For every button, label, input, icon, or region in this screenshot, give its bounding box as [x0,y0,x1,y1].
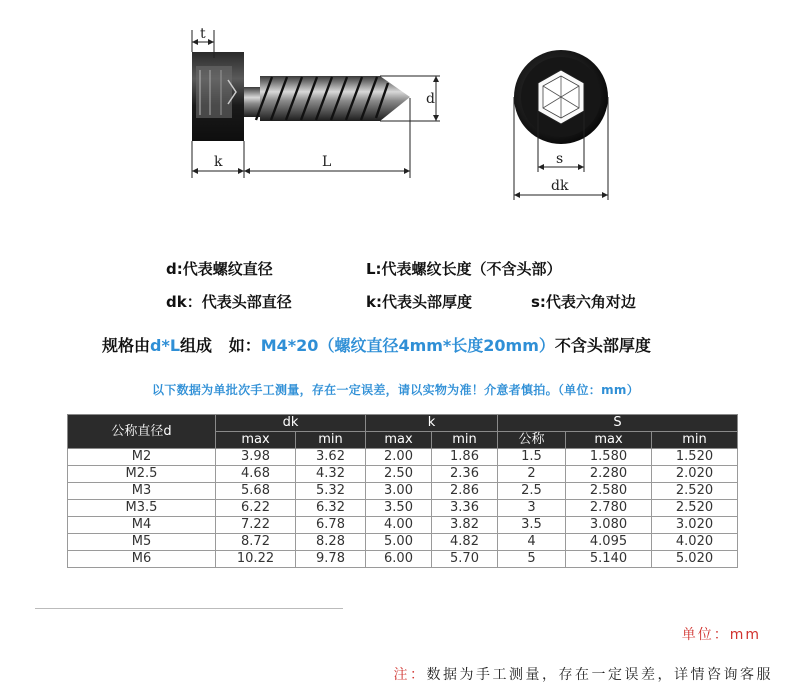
cell-dk-max: 6.22 [216,500,296,517]
screw-diagram [0,0,791,240]
cell-dk-max: 5.68 [216,483,296,500]
cell-k-min: 2.36 [432,466,498,483]
cell-d: M4 [68,517,216,534]
cell-k-max: 5.00 [366,534,432,551]
divider-line [35,608,343,609]
cell-d: M5 [68,534,216,551]
cell-dk-max: 10.22 [216,551,296,568]
cell-dk-max: 8.72 [216,534,296,551]
screw-head-side [192,52,244,141]
header-s-nominal: 公称 [498,432,566,449]
cell-s-min: 1.520 [652,449,738,466]
legend-L: L:代表螺纹长度（不含头部） [366,260,562,278]
header-dk-min: min [296,432,366,449]
table-row [68,534,738,551]
cell-k-min: 1.86 [432,449,498,466]
cell-dk-max: 4.68 [216,466,296,483]
cell-dk-min: 9.78 [296,551,366,568]
header-k-min: min [432,432,498,449]
table-row [68,551,738,568]
spec-formula: d*L [150,336,181,355]
table-row [68,466,738,483]
cell-dk-min: 5.32 [296,483,366,500]
cell-d: M3.5 [68,500,216,517]
cell-k-min: 3.36 [432,500,498,517]
cell-d: M2 [68,449,216,466]
cell-dk-min: 4.32 [296,466,366,483]
cell-dk-min: 3.62 [296,449,366,466]
legend-s: s:代表六角对边 [531,293,636,311]
label-k: k [214,154,223,170]
note-label: 注： [393,667,427,683]
cell-k-max: 3.00 [366,483,432,500]
screw-head-top [514,50,608,144]
header-s: S [498,415,738,432]
cell-dk-max: 7.22 [216,517,296,534]
legend-d: d:代表螺纹直径 [166,260,273,278]
header-nominal-d: 公称直径d [68,415,216,449]
cell-s-min: 2.520 [652,483,738,500]
header-dk: dk [216,415,366,432]
spec-prefix: 规格由 [102,336,151,355]
legend-k: k:代表头部厚度 [366,293,472,311]
cell-k-min: 5.70 [432,551,498,568]
header-k: k [366,415,498,432]
cell-s-max: 2.280 [566,466,652,483]
note-text: 数据为手工测量，存在一定误差，详情咨询客服 [426,667,773,683]
footer-note [394,664,774,684]
label-t: t [200,26,206,42]
cell-d: M6 [68,551,216,568]
spec-middle: 组成 如： [180,336,261,355]
cell-s-max: 2.580 [566,483,652,500]
table-row [68,483,738,500]
cell-k-max: 6.00 [366,551,432,568]
cell-s-max: 5.140 [566,551,652,568]
spec-example: M4*20（螺纹直径4mm*长度20mm） [260,336,555,355]
table-row [68,449,738,466]
cell-d: M3 [68,483,216,500]
screw-shaft-side [244,76,410,121]
label-s: s [556,151,564,167]
spec-table [67,414,738,568]
label-dk: dk [551,178,569,194]
cell-k-max: 4.00 [366,517,432,534]
cell-k-max: 2.00 [366,449,432,466]
cell-s-max: 1.580 [566,449,652,466]
cell-s-nominal: 3.5 [498,517,566,534]
label-L: L [322,154,332,170]
cell-s-nominal: 1.5 [498,449,566,466]
cell-s-nominal: 4 [498,534,566,551]
cell-s-min: 3.020 [652,517,738,534]
spec-description [102,333,651,356]
cell-s-min: 2.520 [652,500,738,517]
cell-s-nominal: 2 [498,466,566,483]
cell-s-max: 2.780 [566,500,652,517]
spec-suffix: 不含头部厚度 [554,336,651,355]
cell-k-max: 2.50 [366,466,432,483]
measurement-notice: 以下数据为单批次手工测量，存在一定误差，请以实物为准！介意者慎拍。（单位：mm） [151,383,639,397]
cell-s-max: 4.095 [566,534,652,551]
cell-s-min: 4.020 [652,534,738,551]
cell-s-nominal: 3 [498,500,566,517]
cell-dk-min: 6.32 [296,500,366,517]
cell-dk-min: 6.78 [296,517,366,534]
header-s-max: max [566,432,652,449]
table-row [68,500,738,517]
header-s-min: min [652,432,738,449]
table-row [68,517,738,534]
cell-d: M2.5 [68,466,216,483]
cell-s-nominal: 5 [498,551,566,568]
cell-s-nominal: 2.5 [498,483,566,500]
table-header-row [68,415,738,432]
cell-s-max: 3.080 [566,517,652,534]
legend-dk: dk：代表头部直径 [166,293,292,311]
header-k-max: max [366,432,432,449]
cell-dk-max: 3.98 [216,449,296,466]
cell-s-min: 2.020 [652,466,738,483]
label-d: d [426,91,435,107]
cell-k-min: 2.86 [432,483,498,500]
cell-s-min: 5.020 [652,551,738,568]
cell-k-min: 3.82 [432,517,498,534]
unit-label: 单位：mm [681,627,761,643]
cell-dk-min: 8.28 [296,534,366,551]
cell-k-max: 3.50 [366,500,432,517]
cell-k-min: 4.82 [432,534,498,551]
header-dk-max: max [216,432,296,449]
